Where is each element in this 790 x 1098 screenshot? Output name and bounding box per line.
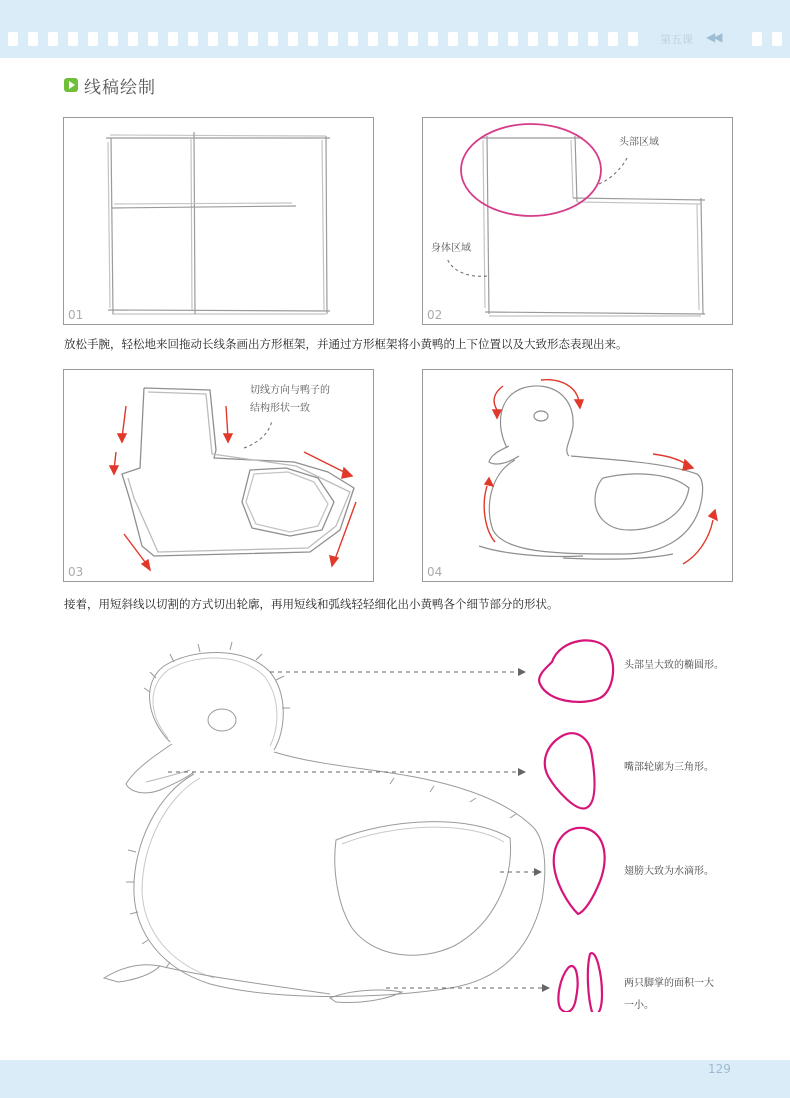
- perforation-tab: [548, 32, 558, 46]
- perforation-tab: [448, 32, 458, 46]
- tangent-note-line1: 切线方向与鸭子的: [250, 385, 330, 396]
- perforation-tab: [428, 32, 438, 46]
- perforation-strip: [8, 32, 648, 46]
- head-ellipse-shape: [539, 640, 613, 702]
- feet-shape-note-line1: 两只脚掌的面积一大: [624, 978, 714, 989]
- step-panel-03: [63, 369, 374, 582]
- perforation-tab: [348, 32, 358, 46]
- perforation-tab: [328, 32, 338, 46]
- perforation-tab: [8, 32, 18, 46]
- perforation-tab: [188, 32, 198, 46]
- perforation-tab: [248, 32, 258, 46]
- perforation-tab: [488, 32, 498, 46]
- perforation-tab: [308, 32, 318, 46]
- panel-number: 04: [427, 565, 443, 579]
- step-panel-02: [422, 117, 733, 325]
- step-panel-04: [422, 369, 733, 582]
- perforation-tab: [508, 32, 518, 46]
- step-caption-2: 接着，用短斜线以切割的方式切出轮廓，再用短线和弧线轻轻细化出小黄鸭各个细节部分的形状。: [64, 597, 559, 611]
- perforation-tab: [608, 32, 618, 46]
- body-region-label: 身体区域: [431, 243, 471, 254]
- wing-teardrop-shape: [554, 828, 605, 914]
- perforation-tab: [68, 32, 78, 46]
- perforation-tab: [388, 32, 398, 46]
- perforation-tab: [168, 32, 178, 46]
- head-region-label: 头部区域: [619, 137, 659, 148]
- foot-large-shape: [558, 966, 577, 1012]
- play-icon: [64, 78, 78, 92]
- lesson-label: 第五课: [660, 33, 693, 46]
- head-shape-note: 头部呈大致的椭圆形。: [624, 660, 724, 671]
- perforation-tab: [528, 32, 538, 46]
- perforation-tab: [128, 32, 138, 46]
- perforation-tab: [468, 32, 478, 46]
- duckling-line-drawing: [90, 632, 750, 1012]
- page-number: 129: [708, 1062, 731, 1076]
- panel-number: 01: [68, 308, 84, 322]
- lesson-arrows-icon: ◀◀: [706, 30, 721, 44]
- tangent-note-line2: 结构形状一致: [250, 403, 310, 414]
- guide-arrow-heads: [518, 668, 550, 992]
- panel-number: 03: [68, 565, 84, 579]
- perforation-tab: [568, 32, 578, 46]
- perforation-tab: [148, 32, 158, 46]
- section-title: [64, 74, 156, 96]
- header-band: [0, 0, 790, 58]
- perforation-tab: [48, 32, 58, 46]
- perforation-tab: [288, 32, 298, 46]
- perforation-tab: [268, 32, 278, 46]
- perforation-tab: [368, 32, 378, 46]
- step-panel-01: [63, 117, 374, 325]
- footer-band: [0, 1060, 790, 1098]
- perforation-tab: [628, 32, 638, 46]
- perforation-tab: [772, 32, 782, 46]
- section-title-text: 线稿绘制: [84, 77, 156, 98]
- wing-shape-note: 翅膀大致为水滴形。: [624, 866, 714, 877]
- sketch-refined-duck: [423, 370, 732, 581]
- perforation-tab: [752, 32, 762, 46]
- foot-small-shape: [588, 953, 602, 1012]
- perforation-tab: [88, 32, 98, 46]
- beak-shape-note: 嘴部轮廓为三角形。: [624, 762, 714, 773]
- perforation-tab: [208, 32, 218, 46]
- perforation-tab: [408, 32, 418, 46]
- step-caption-1: 放松手腕，轻松地来回拖动长线条画出方形框架，并通过方形框架将小黄鸭的上下位置以及大致形态表现出来。: [64, 337, 628, 351]
- beak-triangle-shape: [545, 733, 595, 808]
- sketch-frame-grid: [64, 118, 373, 324]
- sketch-tangent-outline: [64, 370, 373, 581]
- sketch-head-body-regions: [423, 118, 732, 324]
- panel-number: 02: [427, 308, 443, 322]
- perforation-tab: [108, 32, 118, 46]
- perforation-tab: [28, 32, 38, 46]
- feet-shape-note-line2: 一小。: [624, 1000, 654, 1011]
- perforation-tab: [588, 32, 598, 46]
- perforation-tab: [228, 32, 238, 46]
